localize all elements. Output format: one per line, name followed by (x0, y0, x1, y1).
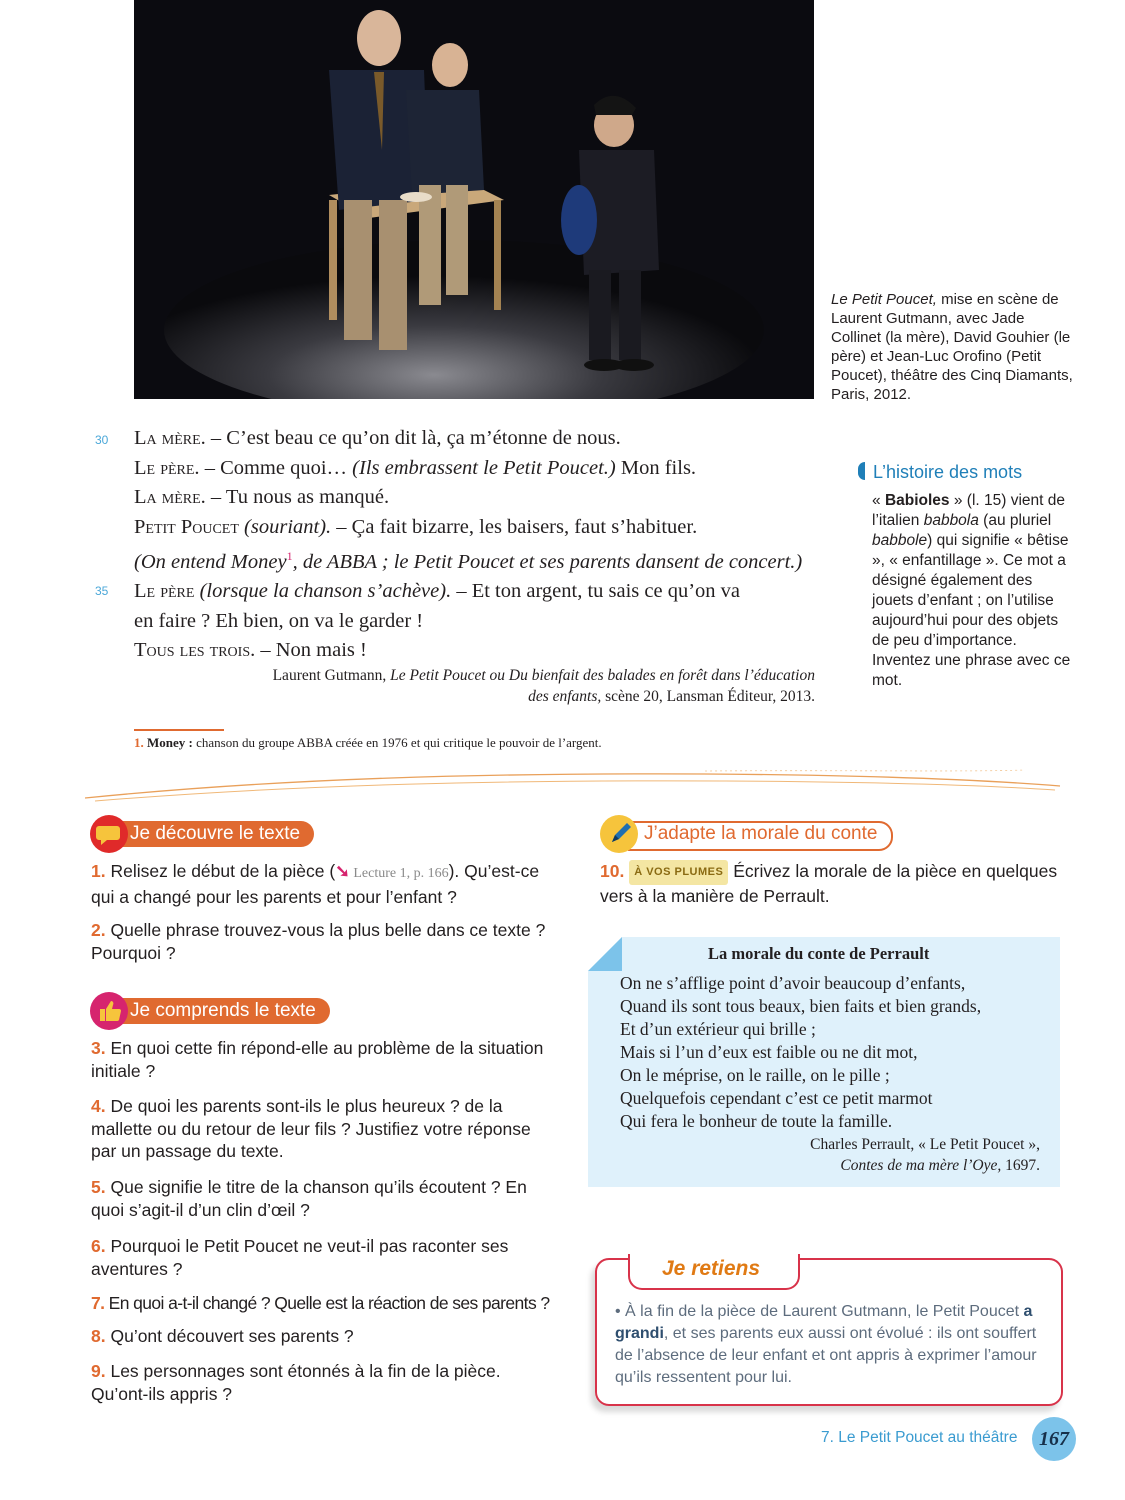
verse-line: On ne s’afflige point d’avoir beaucoup d’enfants, (620, 973, 966, 993)
morale-verses (620, 972, 981, 1133)
verse-line: Quand ils sont tous beaux, bien faits et bien grands, (620, 996, 982, 1016)
play-line: Le père (lorsque la chanson s’achève). – Et ton argent, tu sais ce qu’on va (134, 580, 741, 603)
footnote-divider (134, 729, 224, 731)
wave-divider (85, 768, 1065, 804)
footnote: 1. Money : chanson du groupe ABBA créée en 1976 et qui critique le pouvoir de l’argent. (134, 735, 602, 750)
verse-line: Quelquefois cependant c’est ce petit marmot (620, 1088, 933, 1108)
pen-icon (600, 815, 638, 853)
play-line: Tous les trois. – Non mais ! (134, 639, 367, 662)
question-2: 2. Quelle phrase trouvez-vous la plus belle dans ce texte ? Pourquoi ? (91, 920, 546, 963)
question-5: 5. Que signifie le titre de la chanson qu’ils écoutent ? En quoi s’agit-il d’un clin d’œil ? (91, 1177, 527, 1220)
morale-source: Charles Perrault, « Le Petit Poucet », Contes de ma mère l’Oye, 1697. (810, 1136, 1040, 1174)
a-vos-plumes-badge: À VOS PLUMES (629, 860, 728, 885)
thumbs-up-icon (90, 992, 128, 1030)
page-fold-corner (588, 937, 622, 971)
stage-photo (134, 0, 814, 399)
je-retiens-title: Je retiens (662, 1257, 761, 1280)
question-8: 8. Qu’ont découvert ses parents ? (91, 1326, 354, 1346)
question-7: 7. En quoi a-t-il changé ? Quelle est la réaction de ses parents ? (91, 1293, 550, 1313)
section-heading-comprends: Je comprends le texte (90, 992, 390, 1020)
lecture-reference-link[interactable]: Lecture 1, p. 166 (349, 866, 449, 881)
je-retiens-text: • À la fin de la pièce de Laurent Gutmann, le Petit Poucet a grandi, et ses parents eux aussi ont évolué : ils ont souffert de l’absence de leur enfant et ont appris à exprimer l’amour qu’ils ressentent pour lui. (615, 1303, 1037, 1386)
section-heading-decouvre: Je découvre le texte (90, 815, 390, 843)
section-heading-adapte: J’adapte la morale du conte (600, 815, 930, 843)
page-number: 167 (1032, 1417, 1076, 1461)
arrow-icon: ➘ (335, 861, 350, 881)
stage-direction: (On entend Money$^1$, de ABBA ; le Petit Poucet et ses parents dansent de concert.) (134, 549, 803, 573)
play-line: en faire ? Eh bien, on va le garder ! (134, 609, 424, 632)
speech-bubble-icon (90, 815, 128, 853)
question-4: 4. De quoi les parents sont-ils le plus heureux ? de la mallette ou du retour de leur fils ? Justifiez votre réponse par un passage du texte. (91, 1096, 531, 1161)
stage-photo-illustration (134, 0, 814, 399)
line-number-30: 30 (95, 433, 109, 447)
verse-line: On le méprise, on le raille, on le pille ; (620, 1065, 890, 1085)
question-6: 6. Pourquoi le Petit Poucet ne veut-il pas raconter ses aventures ? (91, 1236, 509, 1279)
play-line: Le père. – Comme quoi… (Ils embrassent le Petit Poucet.) Mon fils. (134, 456, 697, 479)
line-number-35: 35 (95, 584, 109, 598)
question-9: 9. Les personnages sont étonnés à la fin de la pièce. Qu’ont-ils appris ? (91, 1361, 501, 1404)
word-history-title: L’histoire des mots (858, 462, 1022, 483)
play-line: La mère. – Tu nous as manqué. (134, 486, 390, 508)
bookmark-icon (858, 462, 865, 480)
verse-line: Qui fera le bonheur de toute la famille. (620, 1111, 893, 1131)
verse-line: Mais si l’un d’eux est faible ou ne dit mot, (620, 1042, 918, 1062)
play-line: Petit Poucet (souriant). – Ça fait bizarre, les baisers, faut s’habituer. (134, 515, 698, 538)
question-10: 10. À VOS PLUMES Écrivez la morale de la pièce en quelques vers à la manière de Perrault. (600, 861, 1058, 906)
photo-caption: Le Petit Poucet, mise en scène de Laurent Gutmann, avec Jade Collinet (la mère), David Gouhier (le père) et Jean-Luc Orofino (Petit Poucet), théâtre des Cinq Diamants, Paris, 2012. (831, 291, 1073, 403)
text-source: Laurent Gutmann, Le Petit Poucet ou Du bienfait des balades en forêt dans l’éducation des enfants, scène 20, Lansman Éditeur, 2013. (272, 667, 815, 705)
question-1: 1. Relisez le début de la pièce (➘ Lecture 1, p. 166). Qu’est-ce qui a changé pour les parents et pour l’enfant ? (91, 861, 540, 907)
play-excerpt (134, 424, 824, 666)
question-3: 3. En quoi cette fin répond-elle au problème de la situation initiale ? (91, 1038, 544, 1081)
chapter-title: 7. Le Petit Poucet au théâtre (821, 1429, 1018, 1446)
word-history-body: « Babioles » (l. 15) vient de l’italien babbola (au pluriel babbole) qui signifie « bêtise », « enfantillage ». Ce mot a désigné également des jouets d’enfant ; on l’utilise aujourd’hui pour des objets de peu d’importance. Inventez une phrase avec ce mot. (872, 492, 1071, 689)
play-line: La mère. – C’est beau ce qu’on dit là, ça m’étonne de nous. (134, 427, 621, 449)
morale-title: La morale du conte de Perrault (708, 944, 930, 963)
verse-line: Et d’un extérieur qui brille ; (620, 1019, 816, 1039)
